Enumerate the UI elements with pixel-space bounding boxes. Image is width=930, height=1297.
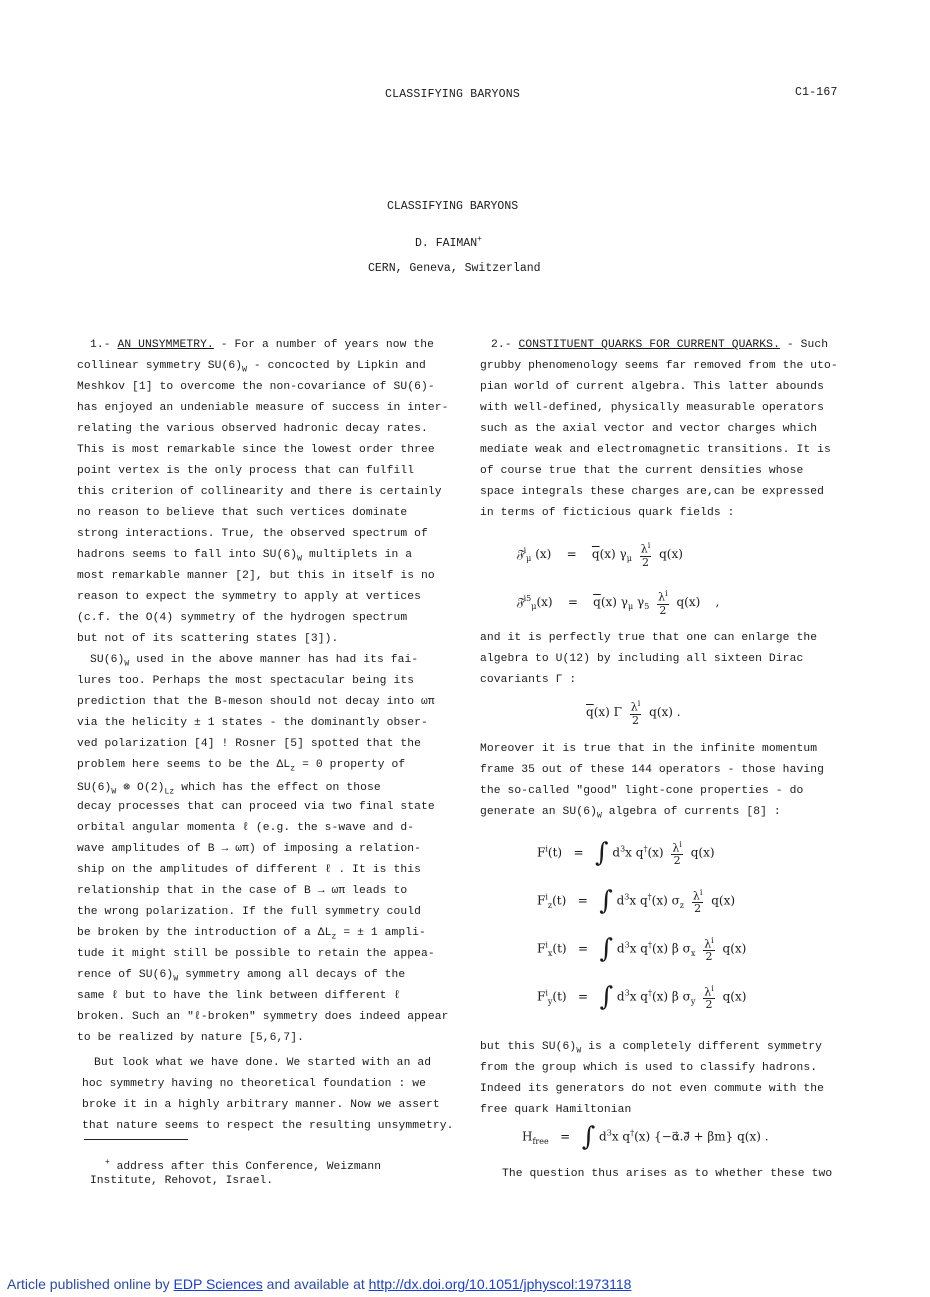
text-line: to be realized by nature [5,6,7]. [77, 1032, 305, 1044]
text-line: in terms of ficticious quark fields : [480, 507, 735, 519]
text-line: This is most remarkable since the lowest order three [77, 444, 435, 456]
author-name: D. FAIMAN [415, 236, 478, 250]
footnote-line-1: + address after this Conference, Weizmann [105, 1158, 381, 1173]
text-line: Meshkov [1] to overcome the non-covariance of SU(6)- [77, 381, 435, 393]
equation-charge-Fx: $F^i_x(t)$ = ∫ $d^3x$ q†(x) β $\sigma_x$ $\frac{\lambda^i}{2}$ q(x) [537, 934, 747, 964]
text-line: ship on the amplitudes of different ℓ . It is this [77, 864, 421, 876]
text-line: point vertex is the only process that can fulfill [77, 465, 415, 477]
equation-charge-Fz: $F^i_z(t)$ = ∫ $d^3x$ q†(x) $\sigma_z$ $\frac{\lambda^i}{2}$ q(x) [537, 886, 736, 916]
text-line: problem here seems to be the $\Delta L_z = 0$ property of [77, 759, 406, 774]
text-line: $SU(6)_W$ used in the above manner has had its fai- [90, 654, 419, 669]
text-line: pian world of current algebra. This latter abounds [480, 381, 824, 393]
text-line: relationship that in the case of B → ωπ leads to [77, 885, 408, 897]
text-line: of course true that the current densities whose [480, 465, 804, 477]
doi-link[interactable]: http://dx.doi.org/10.1051/jphyscol:1973118 [368, 1276, 632, 1292]
running-title: CLASSIFYING BARYONS [385, 88, 520, 101]
text-line: relating the various observed hadronic decay rates. [77, 423, 428, 435]
text-line: same ℓ but to have the link between different ℓ [77, 990, 401, 1002]
section-2-title: CONSTITUENT QUARKS FOR CURRENT QUARKS. [518, 339, 780, 351]
text-line: be broken by the introduction of a $\Delta L_z$ = ± 1 ampli- [77, 927, 426, 942]
text-line: the so-called "good" light-cone properties - do [480, 785, 804, 797]
text-line: such as the axial vector and vector charges which [480, 423, 818, 435]
section-1-title: AN UNSYMMETRY. [117, 339, 214, 351]
text-line: lures too. Perhaps the most spectacular being its [77, 675, 415, 687]
text-line: but not of its scattering states [3]). [77, 633, 339, 645]
section-1-heading: 1.- AN UNSYMMETRY. - For a number of years now the [90, 339, 434, 351]
text-line: hadrons seems to fall into $SU(6)_W$ multiplets in a [77, 549, 413, 564]
text-line: free quark Hamiltonian [480, 1104, 632, 1116]
equation-charge-Fy: $F^i_y(t)$ = ∫ $d^3x$ q†(x) β $\sigma_y$ $\frac{\lambda^i}{2}$ q(x) [537, 982, 747, 1012]
text-line: from the group which is used to classify hadrons. [480, 1062, 818, 1074]
text-line: space integrals these charges are,can be expressed [480, 486, 824, 498]
text-line: rence of $SU(6)_W$ symmetry among all decays of the [77, 969, 406, 984]
author-footnote-mark: + [477, 235, 482, 244]
section-2-heading: 2.- CONSTITUENT QUARKS FOR CURRENT QUARKS. - Such [491, 339, 829, 351]
text-line: that nature seems to respect the resulting unsymmetry. [82, 1120, 454, 1132]
text-line: tude it might still be possible to retain the appea- [77, 948, 435, 960]
text-line: this criterion of collinearity and there is certainly [77, 486, 442, 498]
footnote-line-2: Institute, Rehovot, Israel. [90, 1175, 274, 1187]
text-line: (c.f. the O(4) symmetry of the hydrogen spectrum [77, 612, 408, 624]
text-line: Indeed its generators do not even commute with the [480, 1083, 824, 1095]
text-line: reason to expect the symmetry to apply at vertices [77, 591, 421, 603]
page-reference: C1-167 [795, 86, 838, 99]
text-line: the wrong polarization. If the full symmetry could [77, 906, 421, 918]
text-line: most remarkable manner [2], but this in itself is no [77, 570, 435, 582]
text-line: generate an $SU(6)_W$ algebra of currents [8] : [480, 806, 781, 821]
text-line: covariants Γ : [480, 674, 577, 686]
text-line: broken. Such an "ℓ-broken" symmetry does indeed appear [77, 1011, 449, 1023]
text-line: has enjoyed an undeniable measure of success in inter- [77, 402, 449, 414]
text-line: hoc symmetry having no theoretical foundation : we [82, 1078, 426, 1090]
text-line: ved polarization [4] ! Rosner [5] spotted that the [77, 738, 421, 750]
text-line: grubby phenomenology seems far removed from the uto- [480, 360, 838, 372]
text-line: with well-defined, physically measurable operators [480, 402, 824, 414]
text-line: collinear symmetry $SU(6)_W$ - concocted by Lipkin and [77, 360, 426, 375]
equation-charge-F: $F^i(t)$ = ∫ $d^3x$ q†(x) $\frac{\lambda^i}{2}$ q(x) [537, 838, 715, 868]
article-author [415, 235, 482, 250]
text-line: decay processes that can proceed via two final state [77, 801, 435, 813]
text-line: But look what we have done. We started with an ad [94, 1057, 432, 1069]
author-affiliation: CERN, Geneva, Switzerland [368, 262, 541, 275]
publisher-link[interactable]: EDP Sciences [173, 1276, 263, 1292]
footnote-rule [84, 1139, 188, 1140]
equation-vector-current: 𝔉$^i_\mu$ (x) = $\overline{q}(x)$ $\gamma_\mu$ $\frac{\lambda^i}{2}$ q(x) [516, 541, 683, 569]
text-line: wave amplitudes of B → ωπ) of imposing a relation- [77, 843, 421, 855]
text-line: mediate weak and electromagnetic transitions. It is [480, 444, 831, 456]
text-line: via the helicity ± 1 states - the dominantly obser- [77, 717, 428, 729]
text-line: algebra to U(12) by including all sixteen Dirac [480, 653, 804, 665]
text-line: frame 35 out of these 144 operators - those having [480, 764, 824, 776]
text-line: The question thus arises as to whether these two [502, 1168, 833, 1180]
equation-dirac-covariants: $\overline{q}(x)$ Γ $\frac{\lambda^i}{2}$ q(x) . [586, 699, 681, 727]
text-line: no reason to believe that such vertices dominate [77, 507, 408, 519]
article-title: CLASSIFYING BARYONS [387, 200, 519, 213]
text-line: prediction that the B-meson should not decay into ωπ [77, 696, 435, 708]
text-line: but this $SU(6)_W$ is a completely different symmetry [480, 1041, 823, 1056]
text-line: Moreover it is true that in the infinite momentum [480, 743, 818, 755]
publication-footer: Article published online by EDP Sciences and available at http://dx.doi.org/10.1051/jphyscol:1973118 [7, 1276, 632, 1292]
text-line: broke it in a highly arbitrary manner. Now we assert [82, 1099, 440, 1111]
footnote-mark: + [105, 1158, 110, 1167]
equation-axial-current: 𝔉$^{i5}_\mu$(x) = $\overline{q}(x)$ $\gamma_\mu$ $\gamma_5$ $\frac{\lambda^i}{2}$ q(x) , [516, 589, 720, 617]
text-line: $SU(6)_W$ ⊗ $O(2)_{Lz}$ which has the effect on those [77, 782, 381, 797]
text-line: strong interactions. True, the observed spectrum of [77, 528, 428, 540]
text-line: orbital angular momenta ℓ (e.g. the s-wave and d- [77, 822, 415, 834]
equation-free-hamiltonian: $H_{free}$ = ∫ $d^3x$ q†(x) {−α⃗.∂⃗ + βm} q(x) . [522, 1122, 769, 1152]
text-line: and it is perfectly true that one can enlarge the [480, 632, 818, 644]
